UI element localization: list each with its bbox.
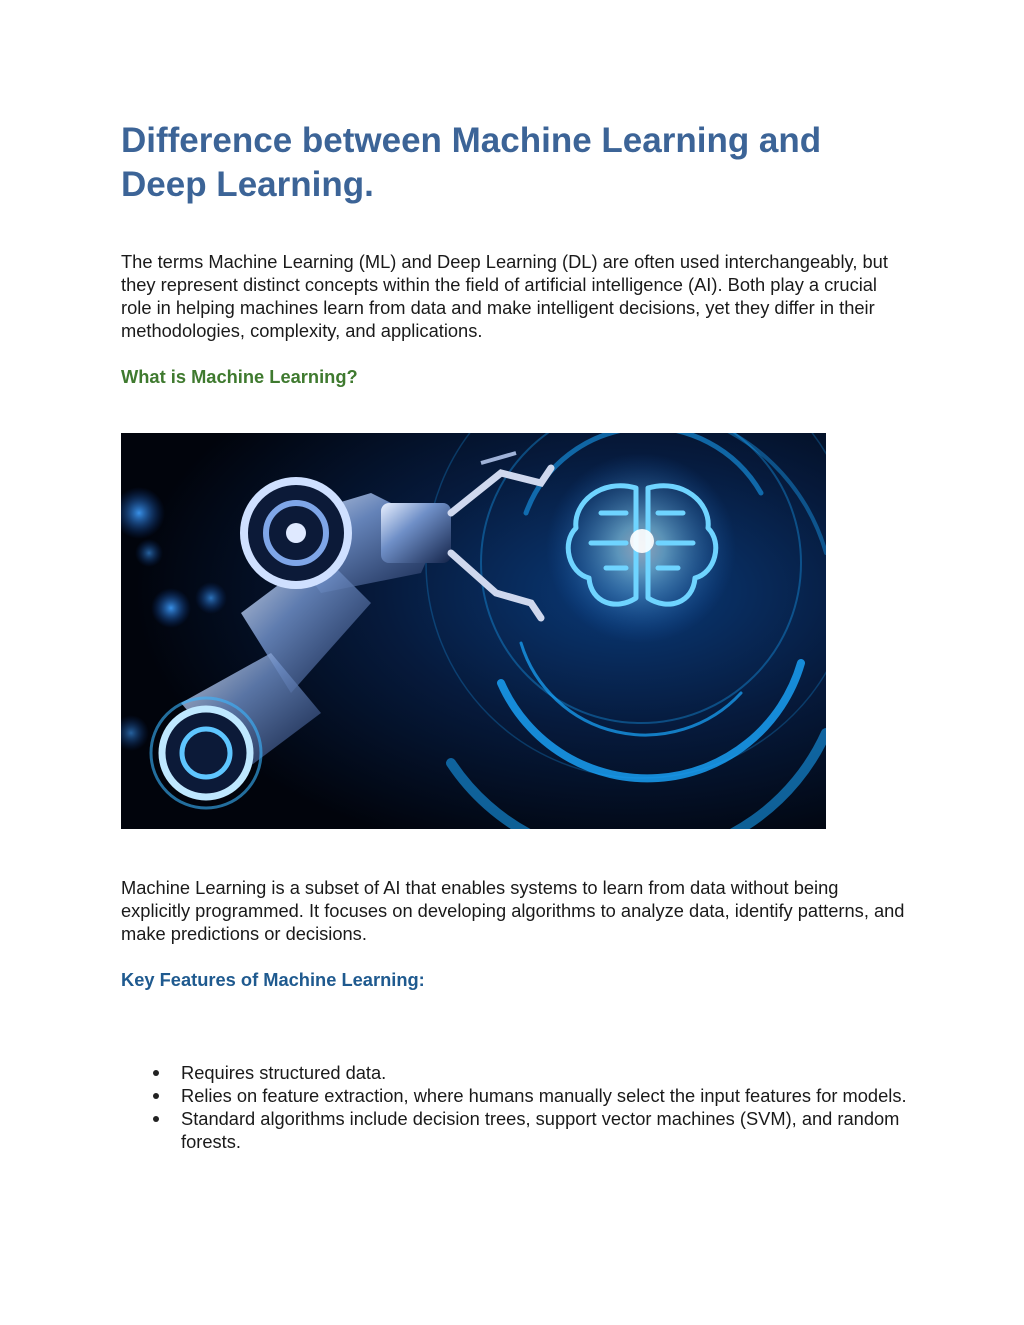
section-heading-machine-learning: What is Machine Learning? <box>121 366 358 387</box>
list-item-text: Relies on feature extraction, where humans manually select the input features for models. <box>181 1085 907 1106</box>
bullet-icon <box>153 1070 159 1076</box>
intro-paragraph: The terms Machine Learning (ML) and Deep Learning (DL) are often used interchangeably, but they represent distinct concepts within the field of artificial intelligence (AI). Both play a crucial role in helping machines learn from data and make intelligent decisions, yet they differ in their methodologies, complexity, and applications. <box>121 251 888 341</box>
list-item <box>121 1107 911 1153</box>
list-item <box>121 1061 911 1084</box>
list-item <box>121 1084 911 1107</box>
hero-image <box>121 433 826 829</box>
list-item-text: Requires structured data. <box>181 1062 387 1083</box>
page-title: Difference between Machine Learning and Deep Learning. <box>121 121 822 204</box>
list-item-text: Standard algorithms include decision trees, support vector machines (SVM), and random forests. <box>181 1108 900 1152</box>
features-list <box>121 1061 911 1153</box>
section-heading-key-features: Key Features of Machine Learning: <box>121 969 425 990</box>
bullet-icon <box>153 1093 159 1099</box>
machine-learning-description: Machine Learning is a subset of AI that enables systems to learn from data without being explicitly programmed. It focuses on developing algorithms to analyze data, identify patterns, and make predictions or decisions. <box>121 877 905 944</box>
bullet-icon <box>153 1116 159 1122</box>
